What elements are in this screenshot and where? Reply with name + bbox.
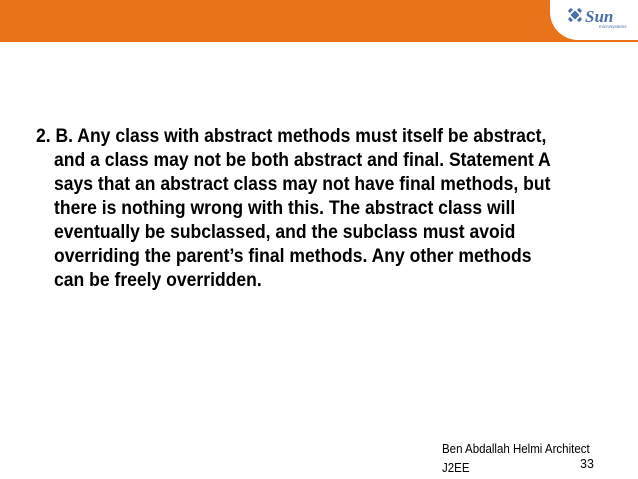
page-number: 33 <box>580 457 594 471</box>
logo-text: Sun <box>585 7 614 26</box>
footer-author-line2: J2EE <box>442 461 470 475</box>
footer-author-line1: Ben Abdallah Helmi Architect <box>442 442 590 456</box>
slide-body-text: 2. B. Any class with abstract methods must itself be abstract, and a class may not be both abstract and final. Statement A says that an abstract class may not have final methods, but there is nothing wrong with this. The abstract class will eventually be subclassed, and the subclass must avoid overriding the parent’s final methods. Any other methods can be freely overridden. <box>36 125 551 291</box>
header-bar <box>0 0 638 42</box>
logo-subtext: microsystems <box>599 24 627 29</box>
sun-microsystems-logo-icon <box>566 4 630 36</box>
logo-tab <box>550 0 638 40</box>
